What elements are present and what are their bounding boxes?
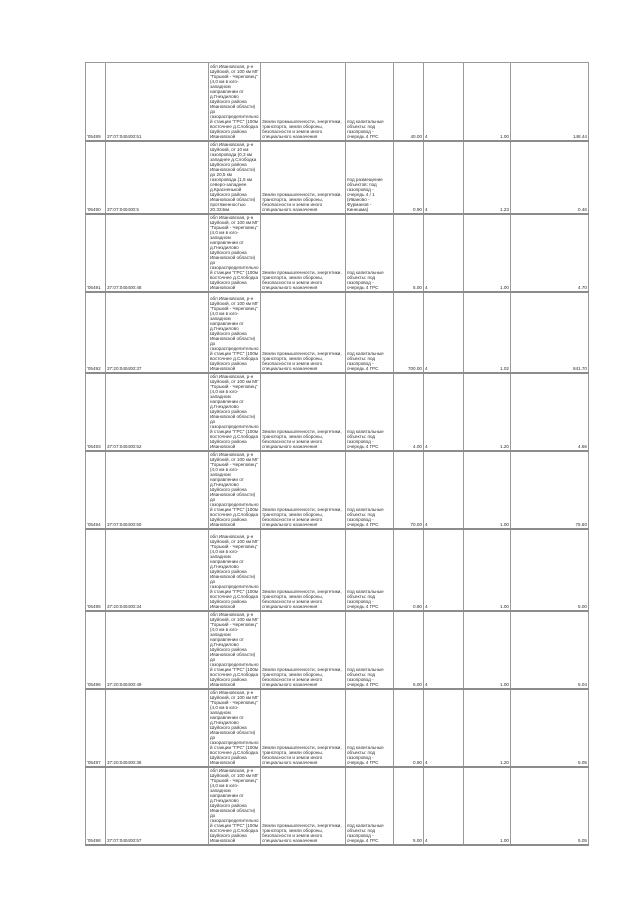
code-value: 4 (424, 292, 464, 373)
area-value: 4.00 (394, 373, 424, 451)
row-id: '05497 (86, 689, 106, 767)
location-description: обл Ивановская, р-н Шуйский, от 100 км МГ "Горький - Череповец" (4,0 км в юго-западном направлении от д.Гнездилово Шуйского района Ивановской области) до газораспределительной станции "ГРС" (100м восточнее д.Слободка Шуйского района Ивановской (210, 214, 259, 290)
location-description: обл Ивановская, р-н Шуйский, от 100 км МГ "Горький - Череповец" (4,0 км в юго-западном направлении от д.Гнездилово Шуйского района Ивановской области) до газораспределительной станции "ГРС" (100м восточнее д.Слободка Шуйского района Ивановской (210, 611, 259, 687)
land-category: Земли промышленности, энергетики, транспорта, земли обороны, безопасности и земли иного специального назначения (261, 767, 346, 845)
permitted-use: под капитальные объекты: под газопровод - очередь 4 ГРС (346, 689, 394, 767)
table-row (86, 214, 589, 292)
code-value: 4 (424, 767, 464, 845)
table-row (86, 689, 589, 767)
land-category: Земли промышленности, энергетики, транспорта, земли обороны, безопасности и земли иного специального назначения (261, 611, 346, 689)
row-id: '05492 (86, 292, 106, 373)
location-description: обл Ивановская, р-н Шуйский, от 10 км газопровода (0,3 км западнее д.Слободка Шуйского района Ивановской области) до 20,5 км газопровода (1,5 км северо-западнее д.Красненькой Шуйского района Ивановской области) протяженностью 20.324км (209, 141, 261, 214)
table-row (86, 529, 589, 611)
code-value: 4 (424, 529, 464, 611)
area-value: 5.00 (394, 611, 424, 689)
cadastral-number: 37:20:040400:34 (106, 529, 209, 611)
table-row (86, 141, 589, 214)
permitted-use: под капитальные объекты: под газопровод - очередь 4 ГРС (346, 451, 394, 529)
row-id: '05489 (86, 63, 106, 141)
permitted-use: под капитальные объекты: под газопровод - очередь 4 ГРС (346, 611, 394, 689)
area-value: 0.90 (394, 141, 424, 214)
land-category: Земли промышленности, энергетики, транспорта, земли обороны, безопасности и земли иного специального назначения (261, 373, 346, 451)
cadastral-number: 37:07:040400:57 (106, 767, 209, 845)
table-row (86, 451, 589, 529)
code-value: 4 (424, 611, 464, 689)
permitted-use: под капитальные объекты: под газопровод - очередь 4 ГРС (346, 529, 394, 611)
location-description: обл Ивановская, р-н Шуйский, от 100 км МГ "Горький - Череповец" (4,0 км в юго-западном направлении от д.Гнездилово Шуйского района Ивановской области) до газораспределительной станции "ГРС" (100м восточнее д.Слободка Шуйского района Ивановской (209, 529, 261, 611)
amount-value: 148.44 (511, 63, 589, 141)
row-id: '05490 (86, 141, 106, 214)
permitted-use: под капитальные объекты: под газопровод - очередь 4 ГРС (346, 373, 394, 451)
area-value: 70.00 (394, 451, 424, 529)
cadastral-number: 37:07:040400:5 (106, 141, 209, 214)
area-value: 5.00 (394, 214, 424, 292)
amount-value: 75.60 (511, 451, 589, 529)
land-category: Земли промышленности, энергетики, транспорта, земли обороны, безопасности и земли иного специального назначения (261, 63, 346, 141)
location-description: обл Ивановская, р-н Шуйский, от 100 км МГ "Горький - Череповец" (4,0 км в юго-западном направлении от д.Гнездилово Шуйского района Ивановской области) до газораспределительной станции "ГРС" (100м восточнее д.Слободка Шуйского района Ивановской (210, 63, 259, 139)
parcels-table (85, 62, 589, 846)
coefficient-value: 1.00 (464, 451, 511, 529)
land-category: Земли промышленности, энергетики, транспорта, земли обороны, безопасности и земли иного специального назначения (261, 451, 346, 529)
coefficient-value: 1.00 (464, 214, 511, 292)
code-value: 4 (424, 373, 464, 451)
row-id: '05494 (86, 451, 106, 529)
code-value: 4 (424, 141, 464, 214)
land-category: Земли промышленности, энергетики, транспорта, земли обороны, безопасности и земли иного специального назначения (261, 292, 346, 373)
area-value: 0.90 (394, 689, 424, 767)
table-row (86, 373, 589, 451)
land-category: Земли промышленности, энергетики, транспорта, земли обороны, безопасности и земли иного специального назначения (261, 141, 346, 214)
table-row (86, 63, 589, 141)
table-row (86, 292, 589, 373)
land-category: Земли промышленности, энергетики, транспорта, земли обороны, безопасности и земли иного специального назначения (261, 689, 346, 767)
coefficient-value: 1.00 (464, 529, 511, 611)
code-value: 4 (424, 214, 464, 292)
coefficient-value: 1.00 (464, 63, 511, 141)
amount-value: 5.05 (511, 767, 589, 845)
permitted-use: под капитальные объекты: под газопровод - очередь 4 ГРС (346, 214, 394, 292)
permitted-use: под капитальные объекты: под газопровод - очередь 4 ГРС (346, 767, 394, 845)
cadastral-number: 37:07:040400:52 (106, 373, 209, 451)
cadastral-number: 37:07:040400:51 (106, 63, 209, 141)
land-category: Земли промышленности, энергетики, транспорта, земли обороны, безопасности и земли иного специального назначения (261, 214, 346, 292)
row-id: '05493 (86, 373, 106, 451)
location-description: обл Ивановская, р-н Шуйский, от 100 км МГ "Горький - Череповец" (4,0 км в юго-западном направлении от д.Гнездилово Шуйского района Ивановской области) до газораспределительной станции "ГРС" (100м восточнее д.Слободка Шуйского района Ивановской (210, 451, 259, 527)
coefficient-value: 1.00 (464, 767, 511, 845)
area-value: 700.00 (394, 292, 424, 373)
cadastral-number: 37:20:040400:49 (106, 611, 209, 689)
coefficient-value: 1.00 (464, 611, 511, 689)
cadastral-number: 37:07:040400:48 (106, 214, 209, 292)
amount-value: 4.66 (511, 373, 589, 451)
cadastral-number: 37:20:040400:37 (106, 292, 209, 373)
code-value: 4 (424, 689, 464, 767)
row-id: '05491 (86, 214, 106, 292)
code-value: 4 (424, 451, 464, 529)
code-value: 4 (424, 63, 464, 141)
permitted-use: под капитальные объекты: под газопровод - очередь 4 ГРС (346, 63, 394, 141)
table-row (86, 611, 589, 689)
parcels-table-body (86, 63, 589, 845)
area-value: 0.60 (394, 529, 424, 611)
area-value: 5.00 (394, 767, 424, 845)
amount-value: 0.46 (511, 141, 589, 214)
location-description: обл Ивановская, р-н Шуйский, от 100 км МГ "Горький - Череповец" (4,0 км в юго-западном направлении от д.Гнездилово Шуйского района Ивановской области) до газораспределительной станции "ГРС" (100м восточнее д.Слободка Шуйского района Ивановской (210, 373, 259, 449)
land-category: Земли промышленности, энергетики, транспорта, земли обороны, безопасности и земли иного специального назначения (261, 529, 346, 611)
permitted-use: под капитальные объекты: под газопровод - очередь 4 ГРС (346, 292, 394, 373)
amount-value: 5.04 (511, 611, 589, 689)
cadastral-number: 37:20:040400:36 (106, 689, 209, 767)
cadastral-number: 37:07:040400:50 (106, 451, 209, 529)
amount-value: 841.70 (511, 292, 589, 373)
row-id: '05495 (86, 529, 106, 611)
coefficient-value: 1.20 (464, 689, 511, 767)
amount-value: 4.70 (511, 214, 589, 292)
amount-value: 5.05 (511, 689, 589, 767)
location-description: обл Ивановская, р-н Шуйский, от 100 км МГ "Горький - Череповец" (4,0 км в юго-западном направлении от д.Гнездилово Шуйского района Ивановской области) до газораспределительной станции "ГРС" (100м восточнее д.Слободка Шуйского района Ивановской (210, 689, 259, 765)
coefficient-value: 1.23 (464, 141, 511, 214)
coefficient-value: 1.20 (464, 373, 511, 451)
row-id: '05496 (86, 611, 106, 689)
table-row (86, 767, 589, 845)
permitted-use: под размещение объектов: под газопровод - очередь 4 / 1 (Иваново - Фурманов - Кинешма) (346, 141, 394, 214)
location-description: обл Ивановская, р-н Шуйский, от 100 км МГ "Горький - Череповец" (4,0 км в юго-западном направлении от д.Гнездилово Шуйского района Ивановской области) до газораспределительной станции "ГРС" (100м восточнее д.Слободка Шуйского района Ивановской (209, 292, 261, 373)
location-description: обл Ивановская, р-н Шуйский, от 100 км МГ "Горький - Череповец" (4,0 км в юго-западном направлении от д.Гнездилово Шуйского района Ивановской области) до газораспределительной станции "ГРС" (100м восточнее д.Слободка Шуйского района Ивановской (210, 767, 259, 843)
row-id: '05498 (86, 767, 106, 845)
coefficient-value: 1.02 (464, 292, 511, 373)
amount-value: 5.00 (511, 529, 589, 611)
area-value: 40.00 (394, 63, 424, 141)
